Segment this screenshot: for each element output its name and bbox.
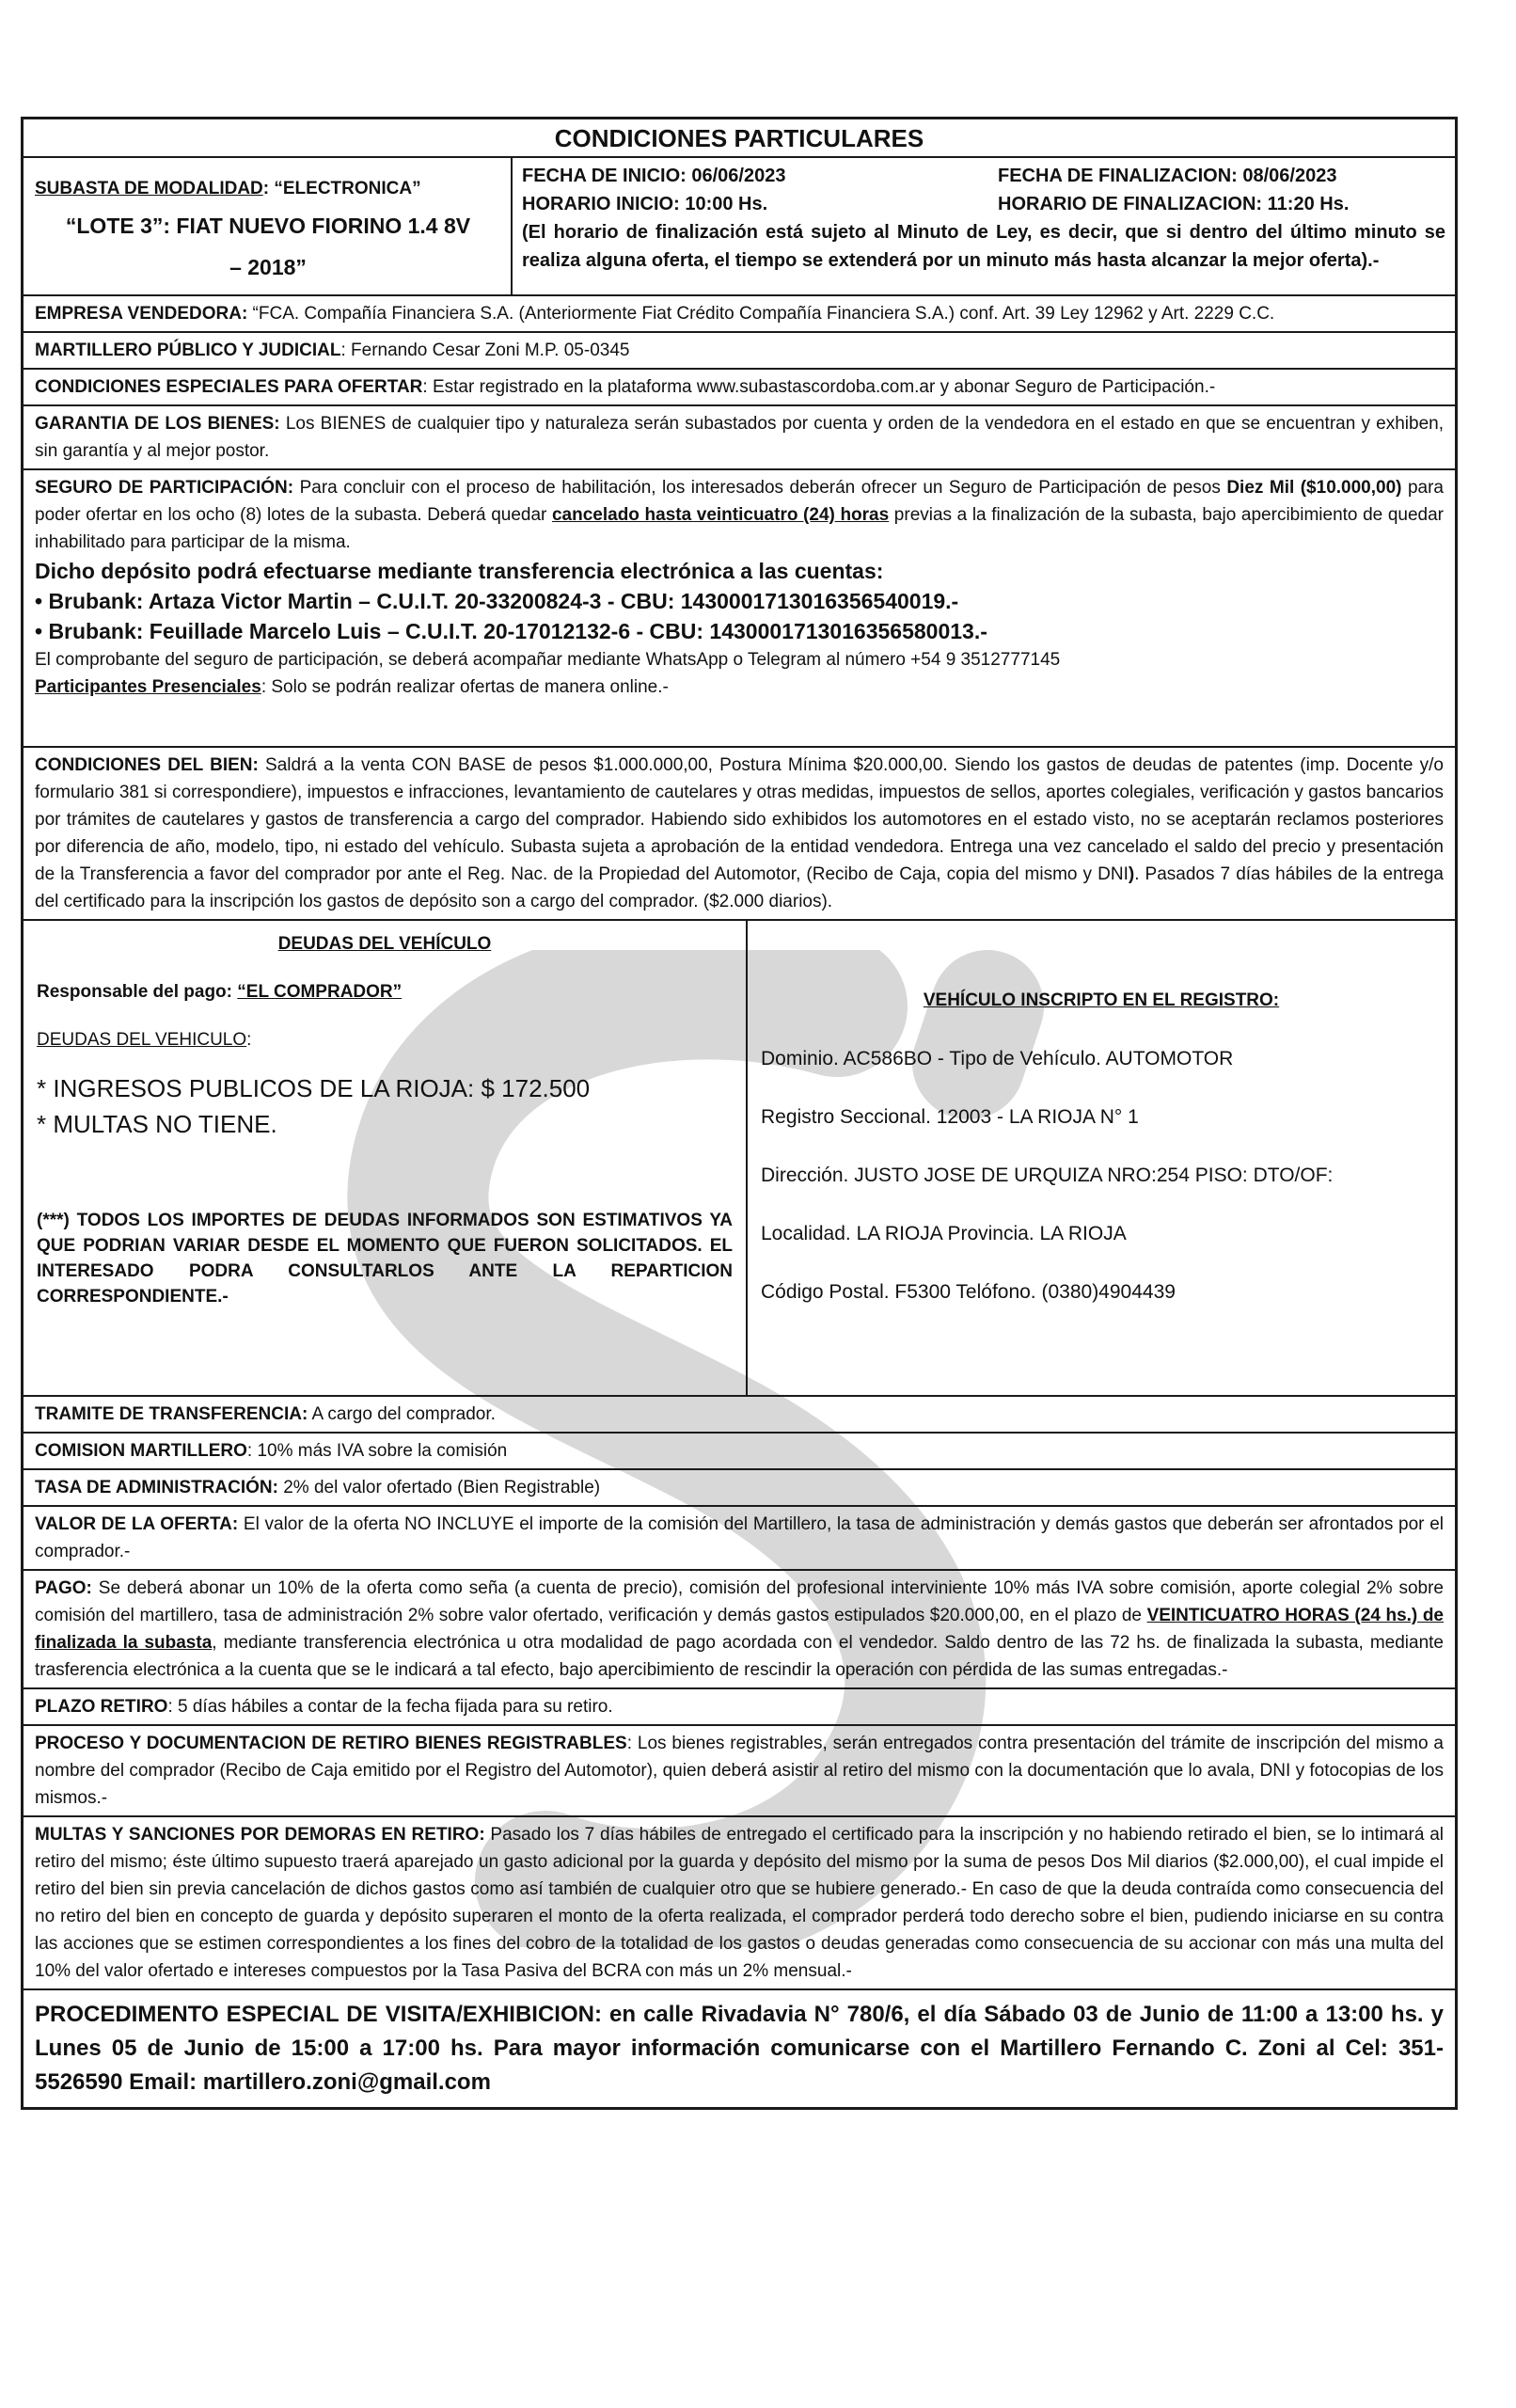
responsable-value: “EL COMPRADOR”: [237, 982, 403, 1002]
tasa-row: [24, 1470, 1455, 1507]
martillero-text: : Fernando Cesar Zoni M.P. 05-0345: [340, 341, 630, 360]
condiciones-especiales-row: [24, 370, 1455, 406]
empresa-row: [24, 296, 1455, 333]
comprobante-line: El comprobante del seguro de participación, se deberá acompañar mediante WhatsApp o Telegram al número +54 9 3512777145: [35, 650, 1061, 670]
valor-row: [24, 1507, 1455, 1571]
lote-info: [24, 158, 513, 294]
valor-label: VALOR DE LA OFERTA:: [35, 1514, 239, 1534]
responsable-label: Responsable del pago:: [37, 982, 238, 1002]
condiciones-bien-text-1: Saldrá a la venta CON BASE de pesos $1.000.000,00, Postura Mínima $20.000,00. Siendo los gastos de deudas de patentes (imp. Docente y/o formulario 381 si correspondiere), impuestos e infracciones, levantamiento de cautelares y otras medidas, impuestos de sellos, aportes colegiales, verificación y gastos bancarios por trámites de cautelares y gastos de transferencia a cargo del comprador. Habiendo sido exhibidos los automotores en el estado visto, no se aceptarán reclamos posteriores por diferencia de año, modelo, tipo, ni estado del vehículo. Subasta sujeta a aprobación de la entidad vendedora. Entrega una vez cancelado el saldo del precio y presentación de la Transferencia a favor del comprador por ante el Reg. Nac. de la Propiedad del Automotor, (Recibo de Caja, copia del mismo y DNI: [35, 755, 1444, 884]
proceso-text: : Los bienes registrables, serán entregados contra presentación del trámite de inscripción del mismo a nombre del comprador (Recibo de Caja emitido por el Registro del Automotor), quien deberá asistir al retiro del mismo con la documentación que lo avala, DNI y fotocopias de los mismos.-: [35, 1734, 1444, 1808]
empresa-text: “FCA. Compañía Financiera S.A. (Anteriormente Fiat Crédito Compañía Financiera S.A.) conf. Art. 39 Ley 12962 y Art. 2229 C.C.: [247, 304, 1275, 324]
garantia-text: Los BIENES de cualquier tipo y naturaleza serán subastados por cuenta y orden de la vendedora en el estado en que se encuentran y exhiben, sin garantía y al mejor postor.: [35, 414, 1444, 461]
pago-row: [24, 1571, 1455, 1689]
deposito-line: Dicho depósito podrá efectuarse mediante transferencia electrónica a las cuentas:: [35, 559, 884, 583]
registro-title: VEHÍCULO INSCRIPTO EN EL REGISTRO:: [923, 990, 1280, 1010]
multas-row: [24, 1817, 1455, 1990]
horario-nota: (El horario de finalización está sujeto al Minuto de Ley, es decir, que si dentro del último minuto se realiza alguna oferta, el tiempo se extenderá por un minuto más hasta alcanzar la mejor oferta).-: [522, 222, 1445, 271]
martillero-row: [24, 333, 1455, 370]
plazo-text: : 5 días hábiles a contar de la fecha fijada para su retiro.: [167, 1697, 613, 1717]
martillero-label: MARTILLERO PÚBLICO Y JUDICIAL: [35, 341, 341, 360]
tramite-label: TRAMITE DE TRANSFERENCIA:: [35, 1404, 308, 1424]
registro-seccional: Registro Seccional. 12003 - LA RIOJA N° 1: [761, 1106, 1139, 1128]
presenciales-text: : Solo se podrán realizar ofertas de manera online.-: [261, 677, 669, 697]
condiciones-especiales-text: : Estar registrado en la plataforma www.subastascordoba.com.ar y abonar Seguro de Participación.-: [422, 377, 1216, 397]
deudas-subtitle: DEUDAS DEL VEHICULO: [37, 1030, 247, 1050]
valor-text: El valor de la oferta NO INCLUYE el importe de la comisión del Martillero, la tasa de administración y demás gastos que deberán ser afrontados por el comprador.-: [35, 1514, 1444, 1561]
comision-label: COMISION MARTILLERO: [35, 1441, 247, 1461]
empresa-label: EMPRESA VENDEDORA:: [35, 304, 248, 324]
proceso-label: PROCESO Y DOCUMENTACION DE RETIRO BIENES REGISTRABLES: [35, 1734, 627, 1753]
seguro-amount: Diez Mil ($10.000,00): [1226, 478, 1402, 498]
registro-direccion: Dirección. JUSTO JOSE DE URQUIZA NRO:254 PISO: DTO/OF:: [761, 1164, 1334, 1186]
proceso-row: [24, 1726, 1455, 1817]
garantia-row: [24, 406, 1455, 470]
seguro-row: [24, 470, 1455, 748]
modalidad-value: : “ELECTRONICA”: [262, 179, 421, 198]
lote-title-2: – 2018”: [229, 255, 307, 279]
deudas-registro-section: [24, 921, 1455, 1397]
pago-text-1: Se deberá abonar un 10% de la oferta como seña (a cuenta de precio), comisión del profesional interviniente 10% más IVA sobre comisión, aporte colegial 2% sobre comisión del martillero, tasa de administración 2% sobre valor ofertado, verificación y demás gastos estipulados $20.000,00, en el plazo de: [35, 1578, 1444, 1625]
garantia-label: GARANTIA DE LOS BIENES:: [35, 414, 280, 434]
header-section: [24, 158, 1455, 296]
comision-text: : 10% más IVA sobre la comisión: [246, 1441, 508, 1461]
registro-dominio: Dominio. AC586BO - Tipo de Vehículo. AUTOMOTOR: [761, 1048, 1234, 1069]
tasa-label: TASA DE ADMINISTRACIÓN:: [35, 1478, 278, 1497]
plazo-row: [24, 1689, 1455, 1726]
lote-title-1: “LOTE 3”: FIAT NUEVO FIORINO 1.4 8V: [65, 214, 471, 238]
conditions-sheet: [21, 117, 1458, 2110]
deuda-item-1: * INGRESOS PUBLICOS DE LA RIOJA: $ 172.500: [37, 1074, 591, 1102]
pago-text-2: , mediante transferencia electrónica u otra modalidad de pago acordada con el vendedor. Saldo dentro de las 72 hs. de finalizada la subasta, mediante trasferencia electrónica a la cuenta que se le indicará a tal efecto, bajo apercibimiento de rescindir la operación con pérdida de las sumas entregadas.-: [35, 1633, 1444, 1680]
deuda-item-2: * MULTAS NO TIENE.: [37, 1110, 277, 1138]
plazo-label: PLAZO RETIRO: [35, 1697, 168, 1717]
fecha-inicio: FECHA DE INICIO: 06/06/2023: [522, 166, 786, 186]
tramite-row: [24, 1397, 1455, 1434]
cuenta-2: • Brubank: Feuillade Marcelo Luis – C.U.I.T. 20-17012132-6 - CBU: 1430001713016356580013.-: [35, 619, 987, 643]
presenciales-label: Participantes Presenciales: [35, 677, 261, 697]
deudas-title: DEUDAS DEL VEHÍCULO: [277, 934, 492, 954]
condiciones-especiales-label: CONDICIONES ESPECIALES PARA OFERTAR: [35, 377, 423, 397]
multas-label: MULTAS Y SANCIONES POR DEMORAS EN RETIRO:: [35, 1825, 485, 1845]
seguro-text-1: Para concluir con el proceso de habilitación, los interesados deberán ofrecer un Seguro de Participación de pesos: [293, 478, 1227, 498]
modalidad-label: SUBASTA DE MODALIDAD: [35, 179, 263, 198]
cuenta-1: • Brubank: Artaza Victor Martin – C.U.I.T. 20-33200824-3 - CBU: 1430001713016356540019.-: [35, 589, 959, 613]
pago-deadline: VEINTICUATRO HORAS (24 hs.) de finalizada la subasta: [35, 1606, 1444, 1653]
deudas-panel: [24, 921, 748, 1395]
schedule-info: [513, 158, 1455, 294]
tramite-text: A cargo del comprador.: [308, 1404, 496, 1424]
seguro-deadline: cancelado hasta veinticuatro (24) horas: [551, 505, 890, 525]
registro-panel: [748, 921, 1455, 1395]
seguro-label: SEGURO DE PARTICIPACIÓN:: [35, 478, 294, 498]
fecha-fin: FECHA DE FINALIZACION: 08/06/2023: [998, 166, 1337, 186]
horario-inicio: HORARIO INICIO: 10:00 Hs.: [522, 194, 768, 214]
tasa-text: 2% del valor ofertado (Bien Registrable): [277, 1478, 601, 1497]
seguro-text-2: para poder ofertar en los ocho (8) lotes de la subasta. Deberá quedar: [35, 478, 1444, 525]
seguro-text-3: previas a la finalización de la subasta, bajo apercibimiento de quedar inhabilitado para participar de la misma.: [35, 505, 1444, 552]
page-title: CONDICIONES PARTICULARES: [24, 119, 1455, 158]
registro-postal: Código Postal. F5300 Telófono. (0380)4904439: [761, 1281, 1176, 1303]
condiciones-bien-row: [24, 748, 1455, 921]
condiciones-bien-paren: ): [1128, 864, 1135, 884]
registro-localidad: Localidad. LA RIOJA Provincia. LA RIOJA: [761, 1223, 1127, 1244]
pago-label: PAGO:: [35, 1578, 92, 1598]
condiciones-bien-label: CONDICIONES DEL BIEN:: [35, 755, 259, 775]
horario-fin: HORARIO DE FINALIZACION: 11:20 Hs.: [998, 194, 1350, 214]
comision-row: [24, 1434, 1455, 1470]
multas-text: Pasado los 7 días hábiles de entregado el certificado para la inscripción y no habiendo retirado el bien, se lo intimará al retiro del mismo; éste último supuesto traerá aparejado un gasto adicional por la guarda y depósito del mismo por la suma de pesos Dos Mil diarios ($2.000,00), el cual impide el retiro del bien sin previa cancelación de dichos gastos como así también de cualquier otro que se hubiere generado.- En caso de que la deuda contraída como consecuencia del no retiro del bien en concepto de guarda y depósito superaren el monto de la oferta realizada, el comprador perderá todo derecho sobre el bien, pudiendo iniciarse en su contra las acciones que se estimen correspondientes a los fines del cobro de la totalidad de los gastos o deudas generadas como consecuencia de su accionar con más una multa del 10% del valor ofertado e intereses compuestos por la Tasa Pasiva del BCRA con más un 2% mensual.-: [35, 1825, 1444, 1981]
condiciones-bien-text-2: . Pasados 7 días hábiles de la entrega del certificado para la inscripción los gastos de depósito son a cargo del comprador. ($2.000 diarios).: [35, 864, 1444, 911]
deudas-aviso: (***) TODOS LOS IMPORTES DE DEUDAS INFORMADOS SON ESTIMATIVOS YA QUE PODRIAN VARIAR DESDE EL MOMENTO QUE FUERON SOLICITADOS. EL INTERESADO PODRA CONSULTARLOS ANTE LA REPARTICION CORRESPONDIENTE.-: [37, 1211, 733, 1307]
deudas-subtitle-colon: :: [246, 1030, 252, 1050]
procedimiento-row: PROCEDIMENTO ESPECIAL DE VISITA/EXHIBICION: en calle Rivadavia N° 780/6, el día Sábado 03 de Junio de 11:00 a 13:00 hs. y Lunes 05 de Junio de 15:00 a 17:00 hs. Para mayor información comunicarse con el Martillero Fernando C. Zoni al Cel: 351-5526590 Email: martillero.zoni@gmail.com: [35, 2002, 1444, 2095]
